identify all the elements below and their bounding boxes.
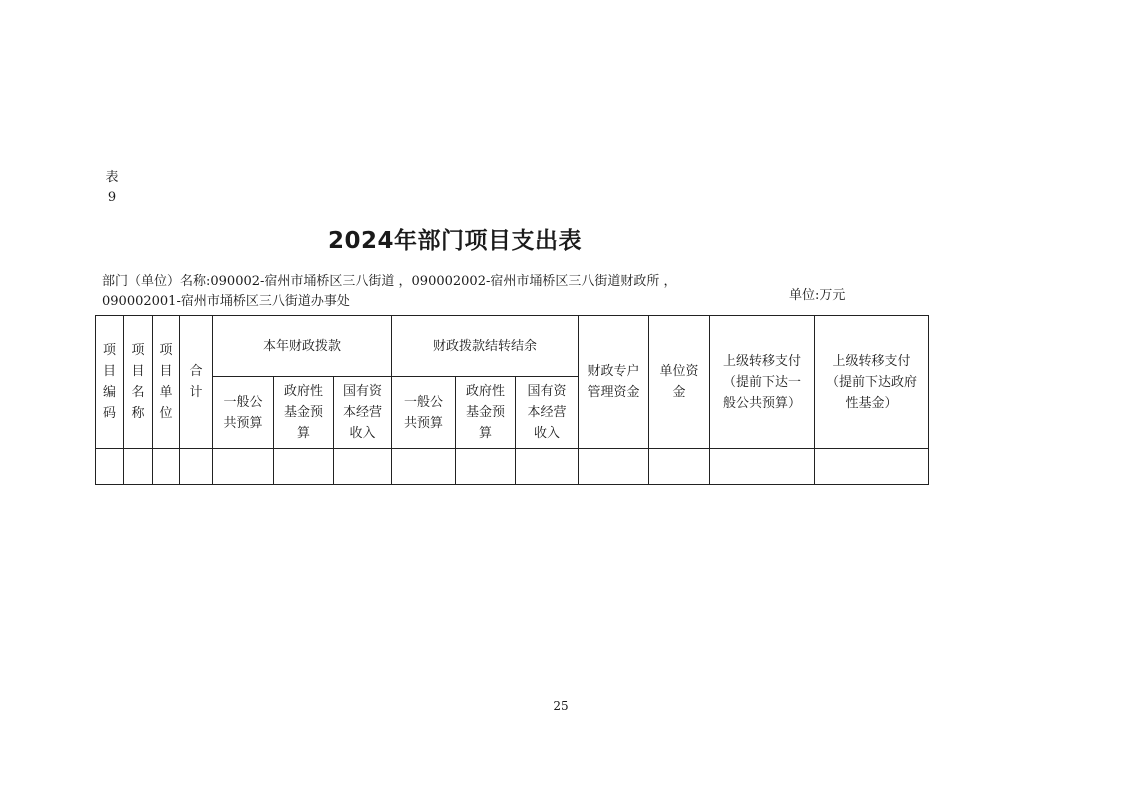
header-current-gov-fund-budget: 政府性 基金预 算	[274, 377, 334, 449]
table-cell	[180, 449, 213, 485]
header-carryover-general-budget: 一般公 共预算	[392, 377, 456, 449]
table-cell	[815, 449, 929, 485]
header-project-unit: 项 目 单 位	[153, 316, 180, 449]
header-carryover-balance: 财政拨款结转结余	[392, 316, 579, 377]
department-info	[102, 272, 677, 312]
header-project-code: 项 目 编 码	[96, 316, 124, 449]
table-cell	[124, 449, 153, 485]
header-project-name: 项 目 名 称	[124, 316, 153, 449]
header-transfer-general-budget: 上级转移支付 （提前下达一 般公共预算）	[710, 316, 815, 449]
table-cell	[153, 449, 180, 485]
page-title: 2024年部门项目支出表	[327, 228, 582, 254]
header-unit-funds: 单位资 金	[649, 316, 710, 449]
table-cell	[274, 449, 334, 485]
table-cell	[710, 449, 815, 485]
table-cell	[579, 449, 649, 485]
department-line-2: 090002001-宿州市埇桥区三八街道办事处	[102, 294, 350, 309]
header-transfer-gov-fund: 上级转移支付 （提前下达政府 性基金）	[815, 316, 929, 449]
table-cell	[334, 449, 392, 485]
page-number: 25	[553, 699, 569, 713]
header-current-state-capital-income: 国有资 本经营 收入	[334, 377, 392, 449]
header-total: 合 计	[180, 316, 213, 449]
table-cell	[96, 449, 124, 485]
table-cell	[516, 449, 579, 485]
table-number-value: 9	[107, 190, 117, 205]
table-number-label	[102, 168, 122, 208]
table-cell	[392, 449, 456, 485]
header-carryover-gov-fund-budget: 政府性 基金预 算	[456, 377, 516, 449]
table-cell	[213, 449, 274, 485]
table-row	[96, 449, 929, 485]
header-current-year-appropriation: 本年财政拨款	[213, 316, 392, 377]
header-carryover-state-capital-income: 国有资 本经营 收入	[516, 377, 579, 449]
header-current-general-budget: 一般公 共预算	[213, 377, 274, 449]
unit-label: 单位:万元	[789, 288, 846, 303]
table-cell	[456, 449, 516, 485]
header-row-1	[96, 316, 929, 377]
project-expenditure-table	[95, 315, 929, 485]
table-number-char: 表	[105, 170, 119, 185]
header-special-account-funds: 财政专户 管理资金	[579, 316, 649, 449]
table-cell	[649, 449, 710, 485]
department-line-1: 部门（单位）名称:090002-宿州市埇桥区三八街道 ，090002002-宿州市埇桥区三八街道财政所 ，	[102, 274, 677, 289]
